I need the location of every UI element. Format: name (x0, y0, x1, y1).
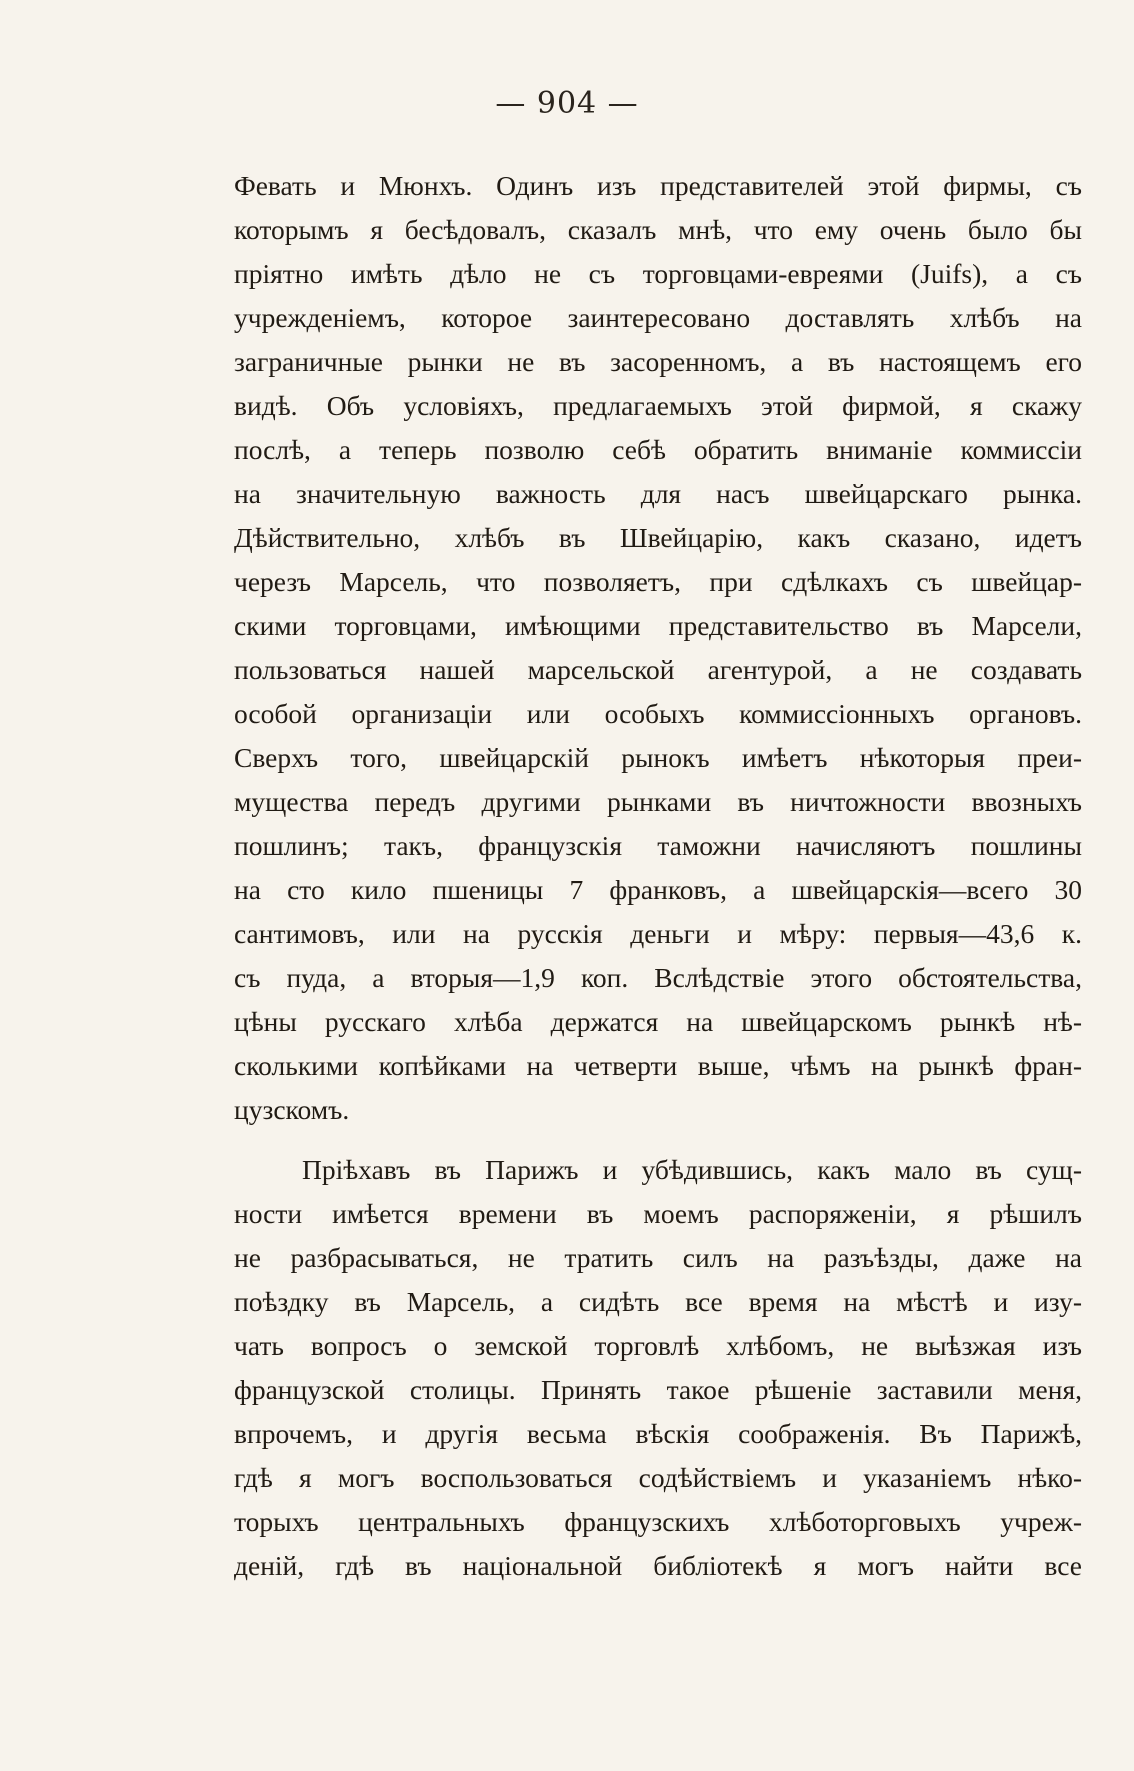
text-line: на значительную важность для насъ швейцарскаго рынка. (234, 478, 1082, 509)
text-line: мущества передъ другими рынками въ ничтожности ввозныхъ (234, 786, 1082, 817)
text-line: гдѣ я могъ воспользоваться содѣйствіемъ и указаніемъ нѣко- (234, 1462, 1082, 1493)
text-line: черезъ Марсель, что позволяетъ, при сдѣлкахъ съ швейцар- (234, 566, 1082, 597)
page-number: — 904 — (495, 86, 639, 121)
text-line: Дѣйствительно, хлѣбъ въ Швейцарію, какъ сказано, идетъ (234, 522, 1082, 553)
text-line: пользоваться нашей марсельской агентурой, а не создавать (234, 654, 1082, 685)
text-line: на сто кило пшеницы 7 франковъ, а швейцарскія—всего 30 (234, 874, 1082, 905)
text-line: съ пуда, а вторыя—1,9 коп. Вслѣдствіе этого обстоятельства, (234, 962, 1082, 993)
text-line: не разбрасываться, не тратить силъ на разъѣзды, даже на (234, 1242, 1082, 1273)
text-line: цузскомъ. (234, 1094, 350, 1125)
text-line: сколькими копѣйками на четверти выше, чѣмъ на рынкѣ фран- (234, 1050, 1082, 1081)
text-line: сантимовъ, или на русскія деньги и мѣру: первыя—43,6 к. (234, 918, 1082, 949)
text-line: поѣздку въ Марсель, а сидѣть все время на мѣстѣ и изу- (234, 1286, 1082, 1317)
text-line: заграничные рынки не въ засоренномъ, а въ настоящемъ его (234, 346, 1082, 377)
text-line: Февать и Мюнхъ. Одинъ изъ представителей этой фирмы, съ (234, 170, 1082, 201)
text-line: которымъ я бесѣдовалъ, сказалъ мнѣ, что ему очень было бы (234, 214, 1082, 245)
text-line: скими торговцами, имѣющими представительство въ Марсели, (234, 610, 1082, 641)
text-line: видѣ. Объ условіяхъ, предлагаемыхъ этой фирмой, я скажу (234, 390, 1082, 421)
text-line: Сверхъ того, швейцарскій рынокъ имѣетъ нѣкоторыя преи- (234, 742, 1082, 773)
text-line: Пріѣхавъ въ Парижъ и убѣдившись, какъ мало въ сущ- (302, 1154, 1082, 1185)
text-line: ности имѣется времени въ моемъ распоряженіи, я рѣшилъ (234, 1198, 1082, 1229)
text-line: чать вопросъ о земской торговлѣ хлѣбомъ, не выѣзжая изъ (234, 1330, 1082, 1361)
text-line: послѣ, а теперь позволю себѣ обратить вниманіе коммиссіи (234, 434, 1082, 465)
text-line: торыхъ центральныхъ французскихъ хлѣботорговыхъ учреж- (234, 1506, 1082, 1537)
text-line: впрочемъ, и другія весьма вѣскія соображенія. Въ Парижѣ, (234, 1418, 1082, 1449)
text-line: особой организаціи или особыхъ коммиссіонныхъ органовъ. (234, 698, 1082, 729)
text-line: пошлинъ; такъ, французскія таможни начисляютъ пошлины (234, 830, 1082, 861)
text-line: учрежденіемъ, которое заинтересовано доставлять хлѣбъ на (234, 302, 1082, 333)
text-line: пріятно имѣть дѣло не съ торговцами-евреями (Juifs), а съ (234, 258, 1082, 289)
text-line: деній, гдѣ въ національной библіотекѣ я могъ найти все (234, 1550, 1082, 1581)
text-line: французской столицы. Принять такое рѣшеніе заставили меня, (234, 1374, 1082, 1405)
text-line: цѣны русскаго хлѣба держатся на швейцарскомъ рынкѣ нѣ- (234, 1006, 1082, 1037)
